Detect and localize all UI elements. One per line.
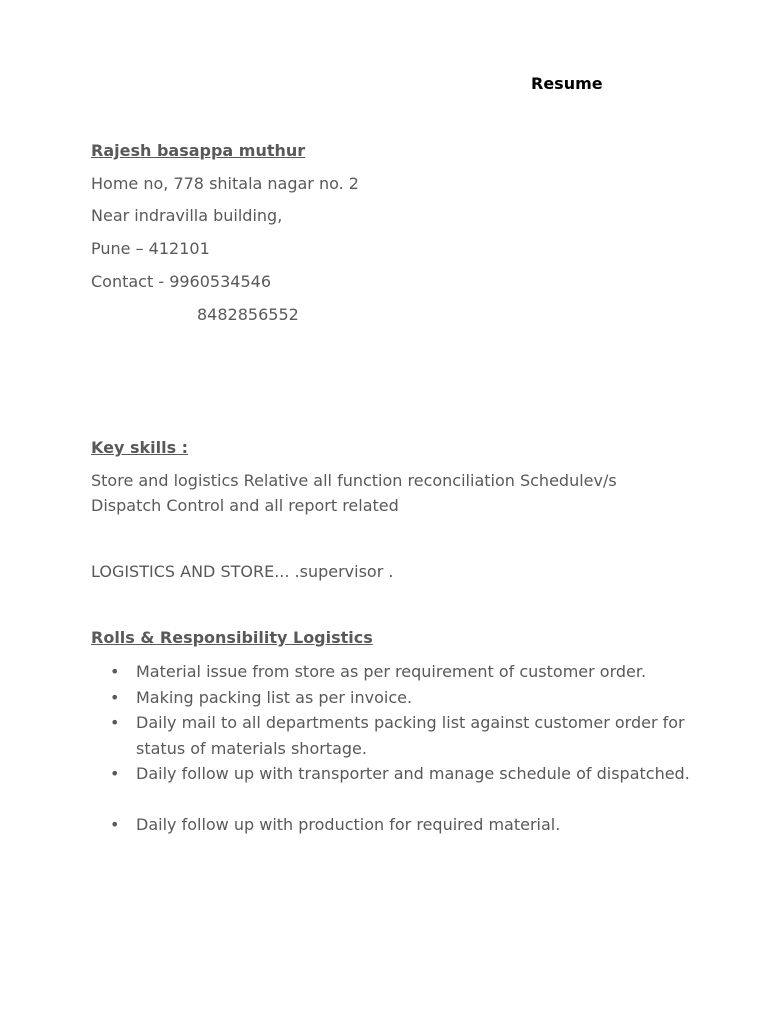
bullet-icon: • [110,764,120,783]
list-item-text: Daily follow up with production for required material. [136,814,561,834]
role-title: LOGISTICS AND STORE... .supervisor . [91,562,394,581]
responsibilities-heading: Rolls & Responsibility Logistics [91,628,373,647]
contact-phone-2: 8482856552 [197,305,299,324]
bullet-icon: • [110,713,120,732]
list-item-text: Making packing list as per invoice. [136,687,413,707]
key-skills-heading: Key skills : [91,438,189,457]
responsibilities-list [91,659,691,837]
bullet-icon: • [110,814,120,834]
list-item-text: Daily follow up with transporter and manage schedule of dispatched. [136,764,690,783]
list-item [91,710,691,761]
bullet-icon: • [110,687,120,707]
list-item-text: Daily mail to all departments packing list against customer order for status of materials shortage. [136,713,685,758]
list-item-text: Material issue from store as per requirement of customer order. [136,662,647,681]
key-skills-text: Store and logistics Relative all function reconciliation Schedulev/s Dispatch Control and all report related [91,471,617,515]
address-line-3: Pune – 412101 [91,239,210,258]
contact-phone-1: Contact - 9960534546 [91,272,271,291]
address-line-1: Home no, 778 shitala nagar no. 2 [91,174,359,193]
address-line-2: Near indravilla building, [91,206,283,225]
list-item [91,685,691,711]
candidate-name: Rajesh basappa muthur [91,141,306,160]
list-item [91,812,691,838]
document-title: Resume [531,74,603,93]
list-item [91,659,691,685]
bullet-icon: • [110,662,120,681]
list-item [91,761,691,787]
